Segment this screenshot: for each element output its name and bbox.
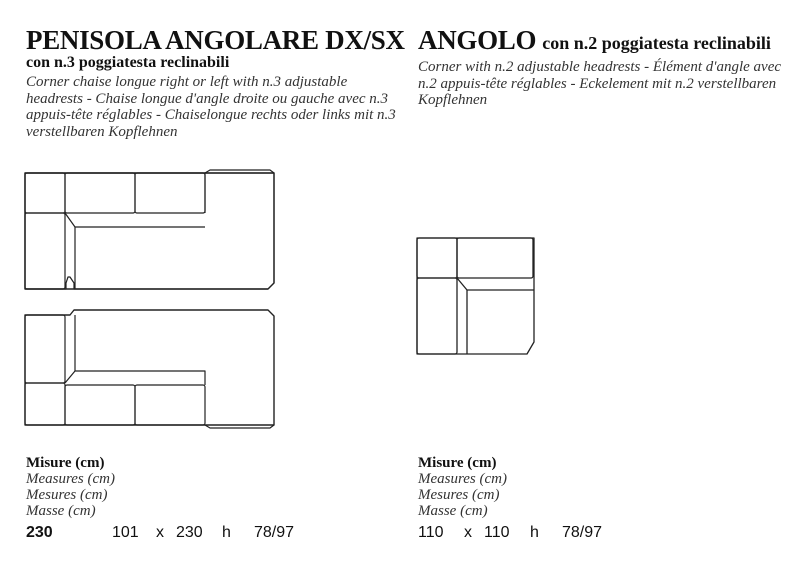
right-product-subtitle: con n.2 poggiatesta reclinabili	[542, 33, 771, 53]
right-measures-label: Misure (cm)	[418, 455, 497, 471]
right-width: 110	[418, 524, 444, 541]
right-measures-en: Measures (cm)	[418, 471, 507, 487]
right-measures	[418, 455, 507, 519]
left-product-subtitle: con n.3 poggiatesta reclinabili	[26, 54, 230, 71]
right-product-title: ANGOLO	[418, 25, 537, 55]
left-product-title: PENISOLA ANGOLARE DX/SX	[26, 25, 405, 55]
right-product-header	[418, 26, 788, 109]
left-measures-fr: Mesures (cm)	[26, 487, 108, 503]
left-model-code: 230	[26, 524, 53, 541]
right-h-sep: h	[530, 524, 539, 541]
right-x-sep: x	[464, 524, 472, 541]
left-measures-de: Masse (cm)	[26, 503, 96, 519]
right-measures-de: Masse (cm)	[418, 503, 488, 519]
chaise-top-view	[25, 170, 274, 289]
left-h-sep: h	[222, 524, 231, 541]
right-measures-fr: Mesures (cm)	[418, 487, 500, 503]
left-measures	[26, 455, 115, 519]
right-height: 78/97	[562, 524, 603, 541]
left-measures-label: Misure (cm)	[26, 455, 105, 471]
left-product-header	[26, 26, 406, 140]
right-product-description: Corner with n.2 adjustable headrests - Élément d'angle avec n.2 appuis-tête réglables - Eckelement mit n.2 verstellbaren Kopflehnen	[418, 59, 782, 108]
left-x-sep: x	[156, 524, 164, 541]
chaise-bottom-view	[25, 310, 274, 428]
right-depth: 110	[484, 524, 510, 541]
right-product-title-line	[418, 26, 788, 57]
right-corner-drawing	[412, 234, 542, 358]
left-chaise-drawing	[20, 165, 280, 435]
left-measures-en: Measures (cm)	[26, 471, 115, 487]
left-product-description: Corner chaise longue right or left with n.3 adjustable headrests - Chaise longue d'angle droite ou gauche avec n.3 appuis-tête réglables - Chaiselongue rechts oder links mit n.3 verstellbaren Kopflehnen	[26, 74, 396, 140]
left-width: 101	[112, 524, 139, 541]
left-depth: 230	[176, 524, 203, 541]
left-height: 78/97	[254, 524, 295, 541]
